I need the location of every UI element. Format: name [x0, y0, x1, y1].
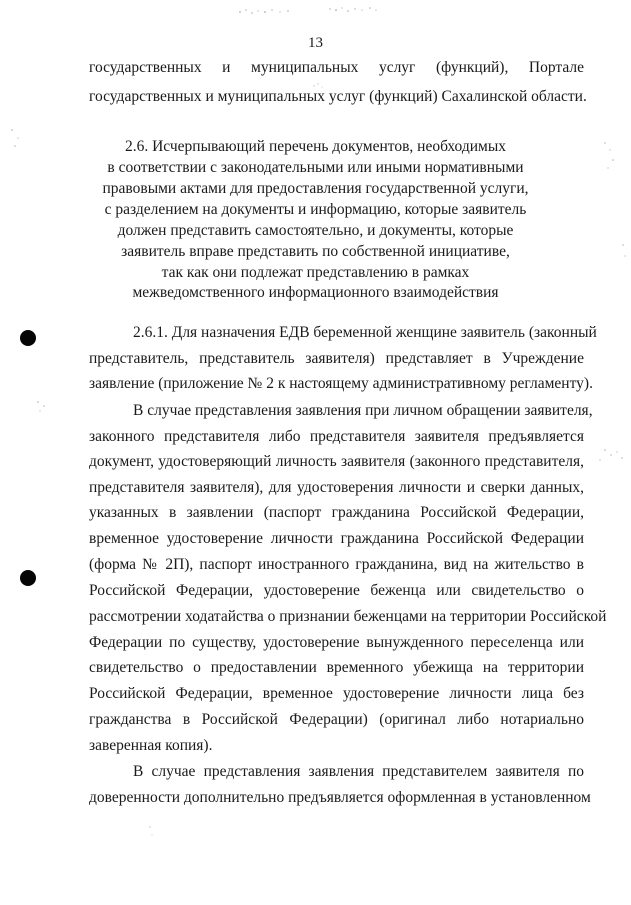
heading-line: в соответствии с законодательными или иными нормативными	[107, 159, 524, 176]
body-text-line: представителя заявителя), для удостоверения личности и сверки данных,	[89, 479, 584, 496]
body-text-line: документ, удостоверяющий личность заявителя (законного представителя,	[89, 453, 584, 470]
body-text-line: рассмотрении ходатайства о признании беженцами на территории Российской	[89, 608, 607, 625]
heading-line: так как они подлежат представлению в рамках	[161, 264, 470, 281]
body-text-line: государственных и муниципальных услуг (функций) Сахалинской области.	[89, 88, 587, 105]
page-number: 13	[308, 35, 323, 51]
body-text-line: Российской Федерации, временное удостоверение личности лица без	[89, 685, 584, 702]
body-text-line: Российской Федерации, удостоверение беженца или свидетельство о	[89, 582, 584, 599]
punch-hole	[20, 330, 36, 346]
body-text-line: временное удостоверение личности гражданина Российской Федерации	[89, 530, 584, 547]
heading-line: 2.6. Исчерпывающий перечень документов, необходимых	[124, 138, 507, 155]
body-text-line: свидетельство о предоставлении временного убежища на территории	[89, 659, 584, 676]
heading-line: правовыми актами для предоставления государственной услуги,	[102, 180, 529, 197]
body-text-line: заявление (приложение № 2 к настоящему административному регламенту).	[89, 375, 593, 392]
body-text-line: гражданства в Российской Федерации) (оригинал либо нотариально	[89, 711, 584, 728]
body-text-line: доверенности дополнительно предъявляется оформленная в установленном	[89, 789, 591, 806]
body-text-line: В случае представления заявления при личном обращении заявителя,	[133, 402, 593, 419]
heading-line: межведомственного информационного взаимодействия	[132, 284, 499, 301]
body-text-line: указанных в заявлении (паспорт гражданина Российской Федерации,	[89, 504, 584, 521]
body-text-line: заверенная копия).	[89, 737, 213, 754]
body-text-line: 2.6.1. Для назначения ЕДВ беременной женщине заявитель (законный	[133, 324, 597, 341]
punch-hole	[20, 570, 36, 586]
body-text-line: государственных и муниципальных услуг (функций), Портале	[89, 59, 584, 76]
body-text-line: представитель, представитель заявителя) представляет в Учреждение	[89, 350, 584, 367]
body-text-line: (форма № 2П), паспорт иностранного гражданина, вид на жительство в	[89, 556, 584, 573]
heading-line: заявитель вправе представить по собственной инициативе,	[121, 243, 510, 260]
body-text-line: законного представителя либо представителя заявителя предъявляется	[89, 428, 584, 445]
heading-line: с разделением на документы и информацию, которые заявитель	[104, 201, 527, 218]
body-text-line: Федерации по существу, удостоверение вынужденного переселенца или	[89, 634, 584, 651]
body-text-line: В случае представления заявления представителем заявителя по	[133, 763, 584, 780]
heading-line: должен представить самостоятельно, и документы, которые	[117, 222, 514, 239]
